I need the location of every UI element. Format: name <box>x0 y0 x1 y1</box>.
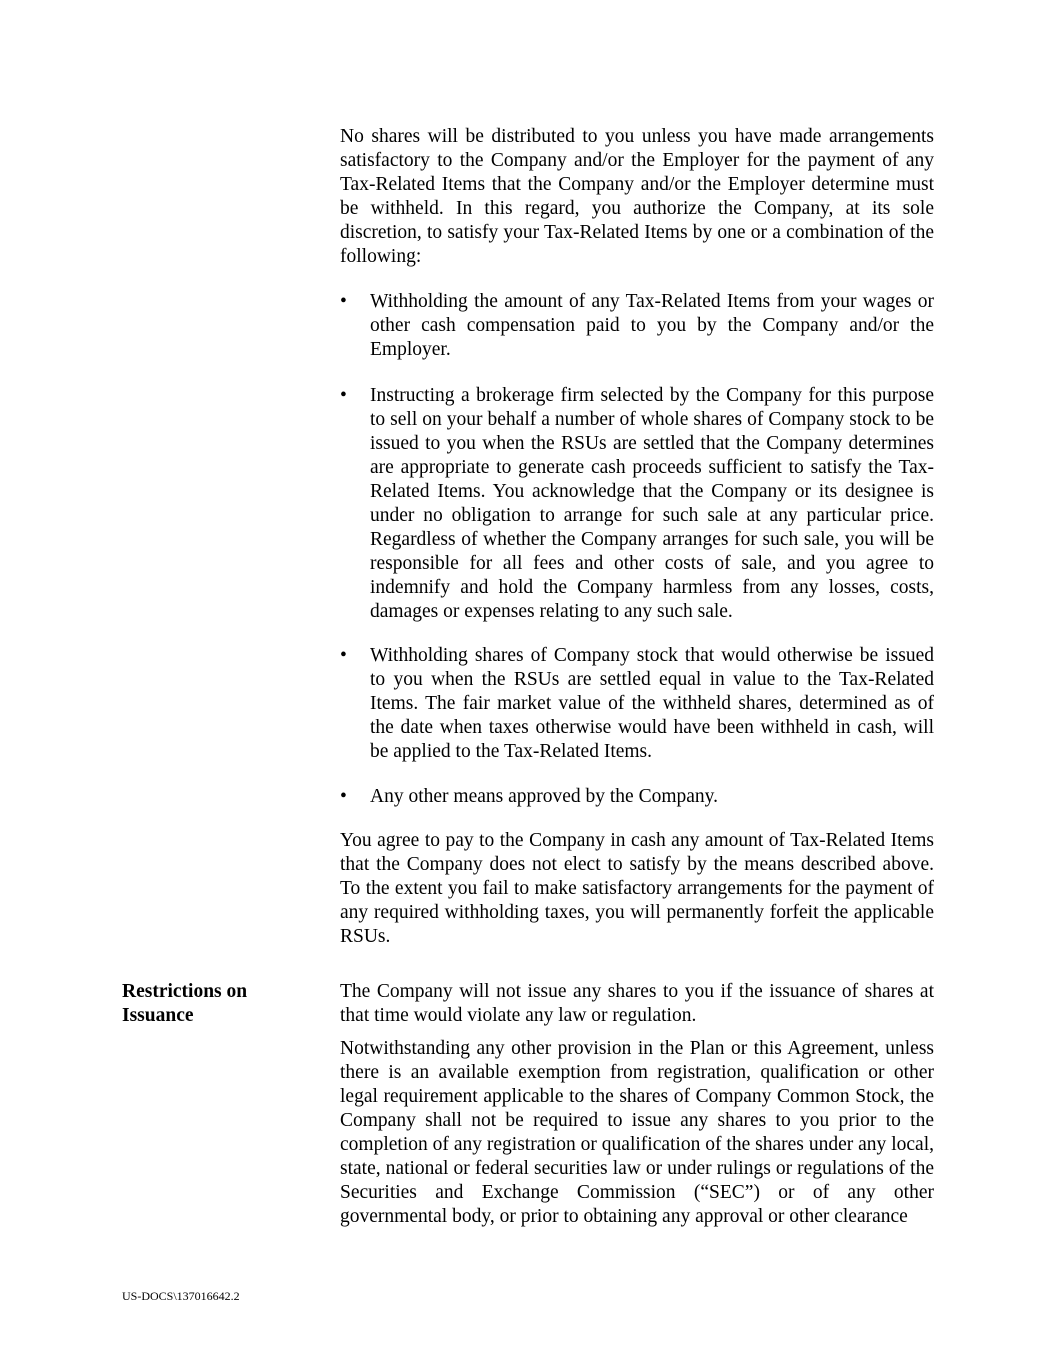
bullet-text: Withholding the amount of any Tax-Related Items from your wages or other cash compensation paid to you by the Company and/or the Employer. <box>370 291 934 360</box>
intro-paragraph <box>340 125 934 269</box>
bullet-symbol: • <box>340 291 347 312</box>
bullet-symbol: • <box>340 385 347 406</box>
section-heading-line: Issuance <box>122 1005 194 1026</box>
bullet-symbol: • <box>340 786 347 807</box>
restrictions-paragraph-text: The Company will not issue any shares to you if the issuance of shares at that time would violate any law or regulation. <box>340 981 934 1026</box>
restrictions-paragraph-1 <box>340 980 934 1028</box>
footer-doc-id: US-DOCS\137016642.2 <box>122 1289 240 1303</box>
bullet-item <box>340 785 934 809</box>
section-heading-restrictions <box>122 980 312 1028</box>
closing-paragraph-text: You agree to pay to the Company in cash any amount of Tax-Related Items that the Company does not elect to satisfy by the means described above. To the extent you fail to make satisfactory arrangements for the payment of any required withholding taxes, you will permanently forfeit the applicable RSUs. <box>340 830 934 947</box>
bullet-text: Any other means approved by the Company. <box>370 786 719 807</box>
bullet-text: Instructing a brokerage firm selected by the Company for this purpose to sell on your behalf a number of whole shares of Company stock to be issued to you when the RSUs are settled that the Company determines are appropriate to generate cash proceeds sufficient to satisfy the Tax-Related Items. You acknowledge that the Company or its designee is under no obligation to arrange for such sale at any particular price. Regardless of whether the Company arranges for such sale, you will be responsible for all fees and other costs of sale, and you agree to indemnify and hold the Company harmless from any losses, costs, damages or expenses relating to any such sale. <box>370 385 934 622</box>
section-heading-line: Restrictions on <box>122 981 248 1002</box>
bullet-item <box>340 644 934 764</box>
bullet-item <box>340 384 934 624</box>
bullet-text: Withholding shares of Company stock that would otherwise be issued to you when the RSUs are settled equal in value to the Tax-Related Items. The fair market value of the withheld shares, determined as of the date when taxes otherwise would have been withheld in cash, will be applied to the Tax-Related Items. <box>370 645 934 762</box>
intro-paragraph-text: No shares will be distributed to you unless you have made arrangements satisfactory to the Company and/or the Employer for the payment of any Tax-Related Items that the Company and/or the Employer determine must be withheld. In this regard, you authorize the Company, at its sole discretion, to satisfy your Tax-Related Items by one or a combination of the following: <box>340 126 934 267</box>
bullet-item <box>340 290 934 362</box>
closing-paragraph <box>340 829 934 949</box>
restrictions-paragraph-2 <box>340 1037 934 1229</box>
bullet-symbol: • <box>340 645 347 666</box>
restrictions-paragraph-text: Notwithstanding any other provision in the Plan or this Agreement, unless there is an available exemption from registration, qualification or other legal requirement applicable to the shares of Company Common Stock, the Company shall not be required to issue any shares to you prior to the completion of any registration or qualification of the shares under any local, state, national or federal securities law or under rulings or regulations of the Securities and Exchange Commission (“SEC”) or of any other governmental body, or prior to obtaining any approval or other clearance <box>340 1038 934 1227</box>
